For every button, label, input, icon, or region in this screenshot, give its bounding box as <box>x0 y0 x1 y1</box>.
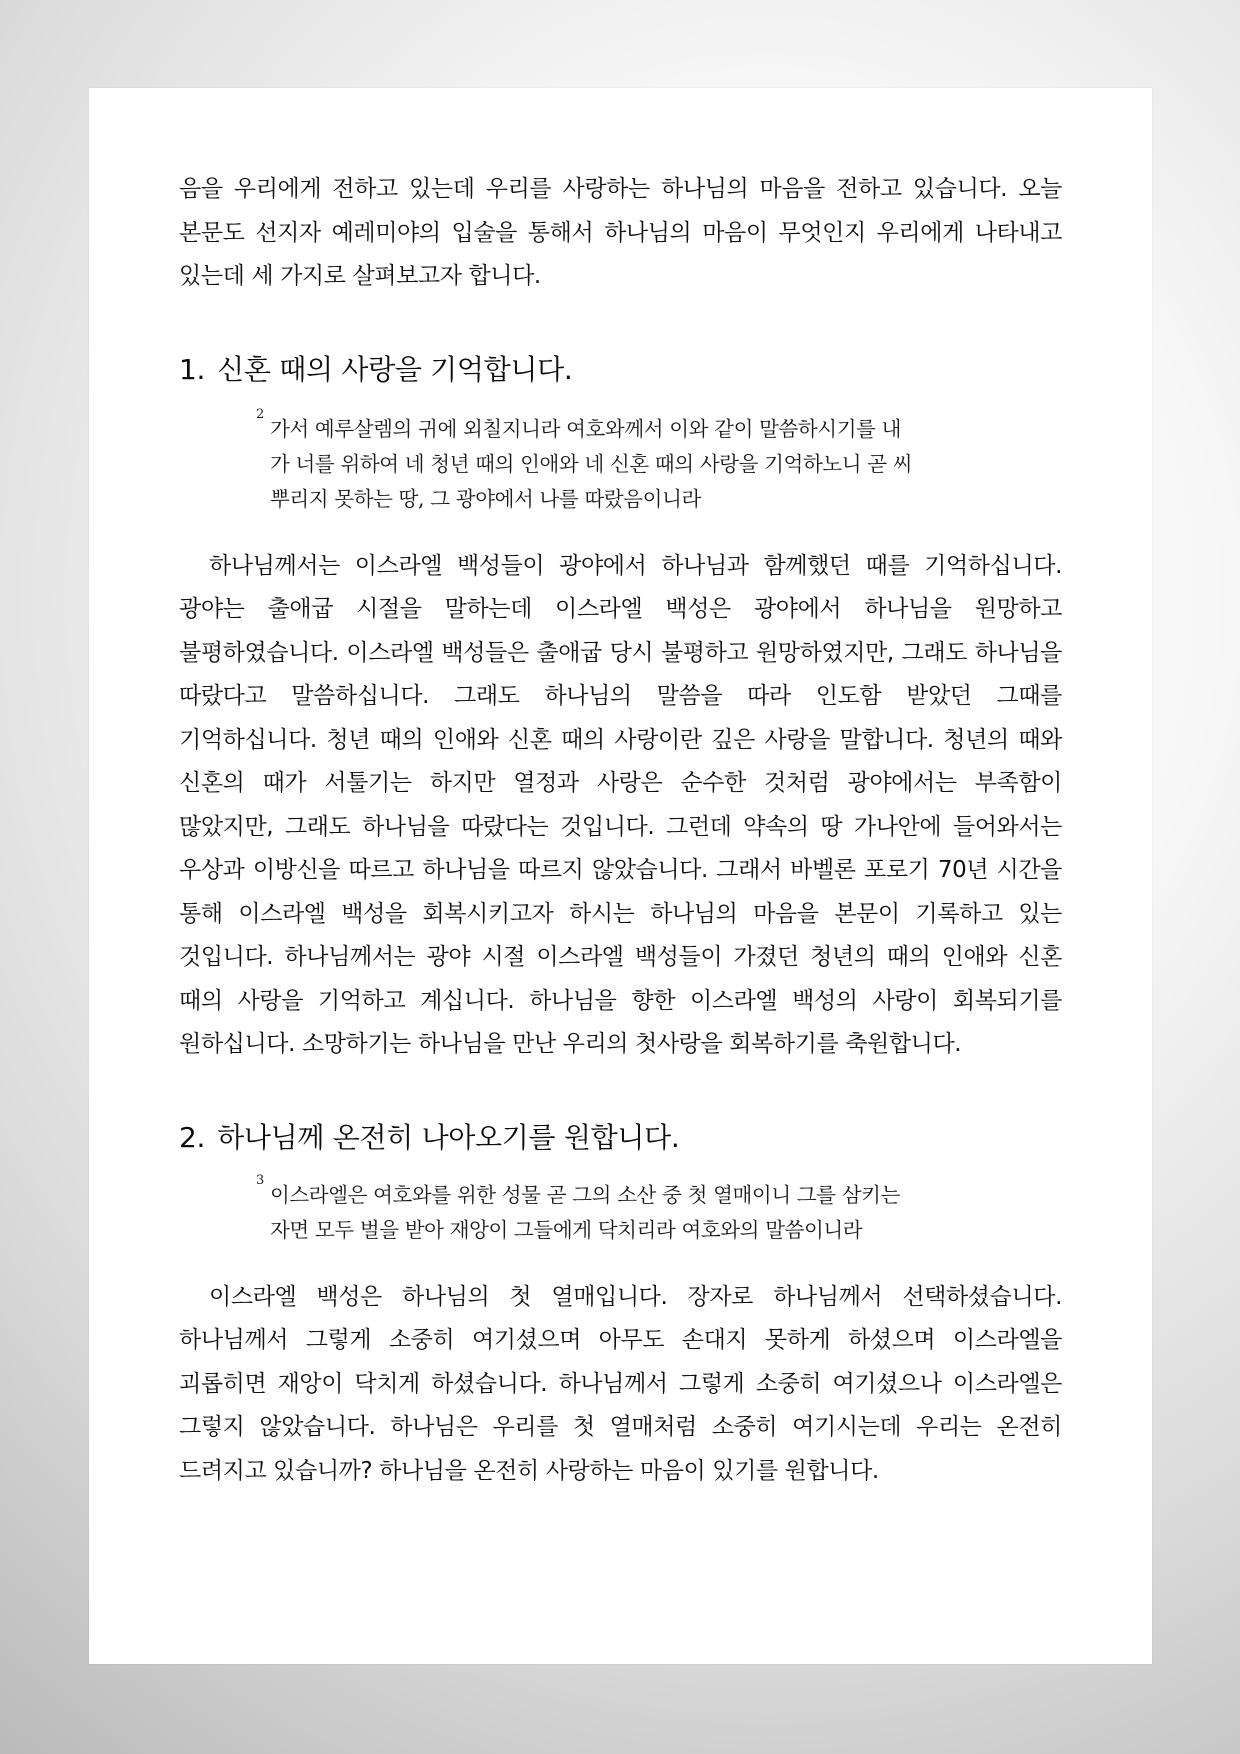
scripture-quote-2 <box>256 1172 1005 1248</box>
section-heading-2 <box>179 1118 1062 1158</box>
page-content <box>179 168 1062 1493</box>
verse-line: 뿌리지 못하는 땅, 그 광야에서 나를 따랐음이니라 <box>270 486 701 511</box>
verse-number: 2 <box>256 406 264 422</box>
section-number: 2. <box>179 1120 206 1154</box>
section-title: 하나님께 온전히 나아오기를 원합니다. <box>217 1120 680 1154</box>
section-title: 신혼 때의 사랑을 기억합니다. <box>217 352 573 386</box>
verse-line: 가서 예루살렘의 귀에 외칠지니라 여호와께서 이와 같이 말씀하시기를 내 <box>270 416 902 441</box>
verse-line: 이스라엘은 여호와를 위한 성물 곧 그의 소산 중 첫 열매이니 그를 삼키는 <box>270 1182 900 1207</box>
intro-paragraph: 음을 우리에게 전하고 있는데 우리를 사랑하는 하나님의 마음을 전하고 있습니다. 오늘 본문도 선지자 예레미야의 입술을 통해서 하나님의 마음이 무엇인지 우리에게 나타내고 있는데 세 가지로 살펴보고자 합니다. <box>179 176 1062 289</box>
verse-number: 3 <box>256 1172 264 1188</box>
scripture-quote-1 <box>256 406 1005 517</box>
section-heading-1 <box>179 350 1062 390</box>
verse-line: 자면 모두 벌을 받아 재앙이 그들에게 닥치리라 여호와의 말씀이니라 <box>270 1217 863 1242</box>
section-number: 1. <box>179 352 206 386</box>
section-body-2: 이스라엘 백성은 하나님의 첫 열매입니다. 장자로 하나님께서 선택하셨습니다. 하나님께서 그렇게 소중히 여기셨으며 아무도 손대지 못하게 하셨으며 이스라엘을 괴롭히면 재앙이 닥치게 하셨습니다. 하나님께서 그렇게 소중히 여기셨으나 이스라엘은 그렇지 않았습니다. 하나님은 우리를 첫 열매처럼 소중히 여기시는데 우리는 온전히 드려지고 있습니까? 하나님을 온전히 사랑하는 마음이 있기를 원합니다. <box>179 1283 1062 1484</box>
section-body-1: 하나님께서는 이스라엘 백성들이 광야에서 하나님과 함께했던 때를 기억하십니다. 광야는 출애굽 시절을 말하는데 이스라엘 백성은 광야에서 하나님을 원망하고 불평하였습니다. 이스라엘 백성들은 출애굽 당시 불평하고 원망하였지만, 그래도 하나님을 따랐다고 말씀하십니다. 그래도 하나님의 말씀을 따라 인도함 받았던 그때를 기억하십니다. 청년 때의 인애와 신혼 때의 사랑이란 깊은 사랑을 말합니다. 청년의 때와 신혼의 때가 서툴기는 하지만 열정과 사랑은 순수한 것처럼 광야에서는 부족함이 많았지만, 그래도 하나님을 따랐다는 것입니다. 그런데 약속의 땅 가나안에 들어와서는 우상과 이방신을 따르고 하나님을 따르지 않았습니다. 그래서 바벨론 포로기 70년 시간을 통해 이스라엘 백성을 회복시키고자 하시는 하나님의 마음을 본문이 기록하고 있는 것입니다. 하나님께서는 광야 시절 이스라엘 백성들이 가졌던 청년의 때의 인애와 신혼 때의 사랑을 기억하고 계십니다. 하나님을 향한 이스라엘 백성의 사랑이 회복되기를 원하십니다. 소망하기는 하나님을 만난 우리의 첫사랑을 회복하기를 축원합니다. <box>179 552 1062 1057</box>
document-page <box>89 88 1152 1664</box>
verse-line: 가 너를 위하여 네 청년 때의 인애와 네 신혼 때의 사랑을 기억하노니 곧 씨 <box>270 451 913 476</box>
